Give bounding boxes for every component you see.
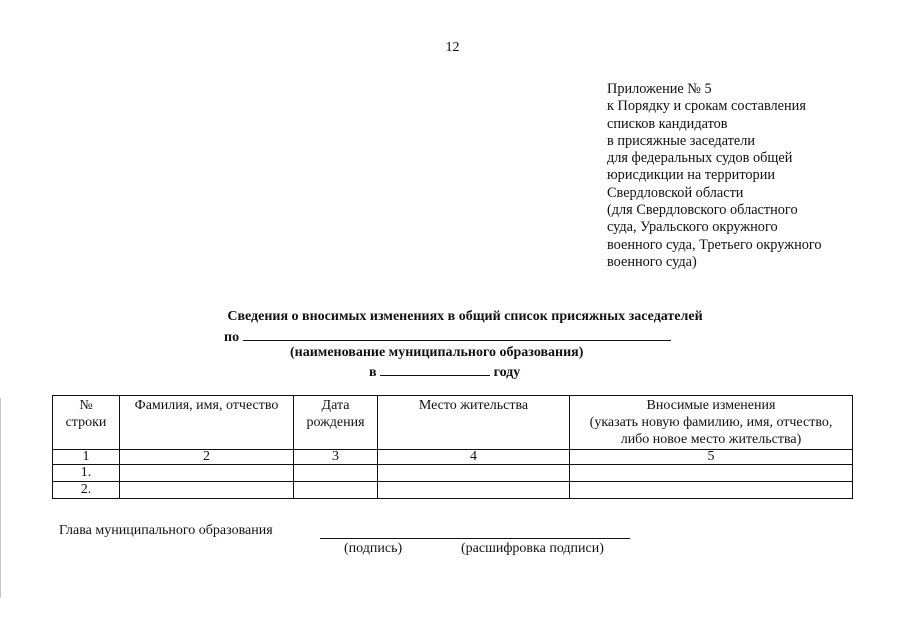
municipality-line	[224, 327, 671, 346]
appendix-block	[607, 81, 822, 271]
row-number-cell: 2.	[53, 482, 120, 499]
changes-cell[interactable]	[570, 465, 853, 482]
column-number-row	[53, 450, 853, 465]
year-blank-field[interactable]	[380, 362, 490, 376]
head-of-municipality-label: Глава муниципального образования	[59, 523, 273, 538]
appendix-line: (для Свердловского областного	[607, 202, 798, 219]
scan-edge-line	[0, 398, 1, 598]
row-number-cell: 1.	[53, 465, 120, 482]
residence-cell[interactable]	[378, 482, 570, 499]
signature-caption: (подпись)	[344, 541, 403, 556]
table-row	[53, 465, 853, 482]
birth-date-cell[interactable]	[294, 482, 378, 499]
municipality-blank-field[interactable]	[243, 327, 671, 341]
table-header-row	[53, 396, 853, 450]
header-row-number: № строки	[53, 396, 120, 450]
header-full-name: Фамилия, имя, отчество	[120, 396, 294, 450]
appendix-line: военного суда)	[607, 253, 697, 270]
appendix-line: списков кандидатов	[607, 115, 728, 132]
appendix-line: к Порядку и срокам составления	[607, 98, 806, 115]
column-number: 2	[120, 450, 294, 465]
page-number: 12	[445, 40, 460, 55]
form-title: Сведения о вносимых изменениях в общий список присяжных заседателей	[227, 309, 703, 324]
appendix-line: для федеральных судов общей	[607, 150, 793, 167]
signature-blank-field[interactable]	[320, 538, 630, 539]
residence-cell[interactable]	[378, 465, 570, 482]
appendix-line: юрисдикции на территории	[607, 167, 775, 184]
appendix-line: в присяжные заседатели	[607, 132, 756, 149]
table-row	[53, 482, 853, 499]
appendix-line: Свердловской области	[607, 184, 744, 201]
year-prefix: в	[369, 365, 377, 380]
year-line	[369, 362, 520, 381]
header-changes: Вносимые изменения (указать новую фамилию, имя, отчество, либо новое место жительства)	[570, 396, 853, 450]
column-number: 5	[570, 450, 853, 465]
column-number: 1	[53, 450, 120, 465]
appendix-line: Приложение № 5	[607, 81, 712, 97]
po-label: по	[224, 330, 240, 345]
full-name-cell[interactable]	[120, 482, 294, 499]
municipality-caption: (наименование муниципального образования)	[290, 345, 584, 360]
header-residence: Место жительства	[378, 396, 570, 450]
appendix-line: военного суда, Третьего окружного	[607, 236, 822, 253]
changes-cell[interactable]	[570, 482, 853, 499]
changes-table	[52, 395, 853, 499]
full-name-cell[interactable]	[120, 465, 294, 482]
column-number: 4	[378, 450, 570, 465]
header-birth-date: Дата рождения	[294, 396, 378, 450]
signature-decoding-caption: (расшифровка подписи)	[461, 541, 604, 556]
column-number: 3	[294, 450, 378, 465]
birth-date-cell[interactable]	[294, 465, 378, 482]
year-suffix: году	[493, 365, 521, 380]
appendix-line: суда, Уральского окружного	[607, 219, 778, 236]
